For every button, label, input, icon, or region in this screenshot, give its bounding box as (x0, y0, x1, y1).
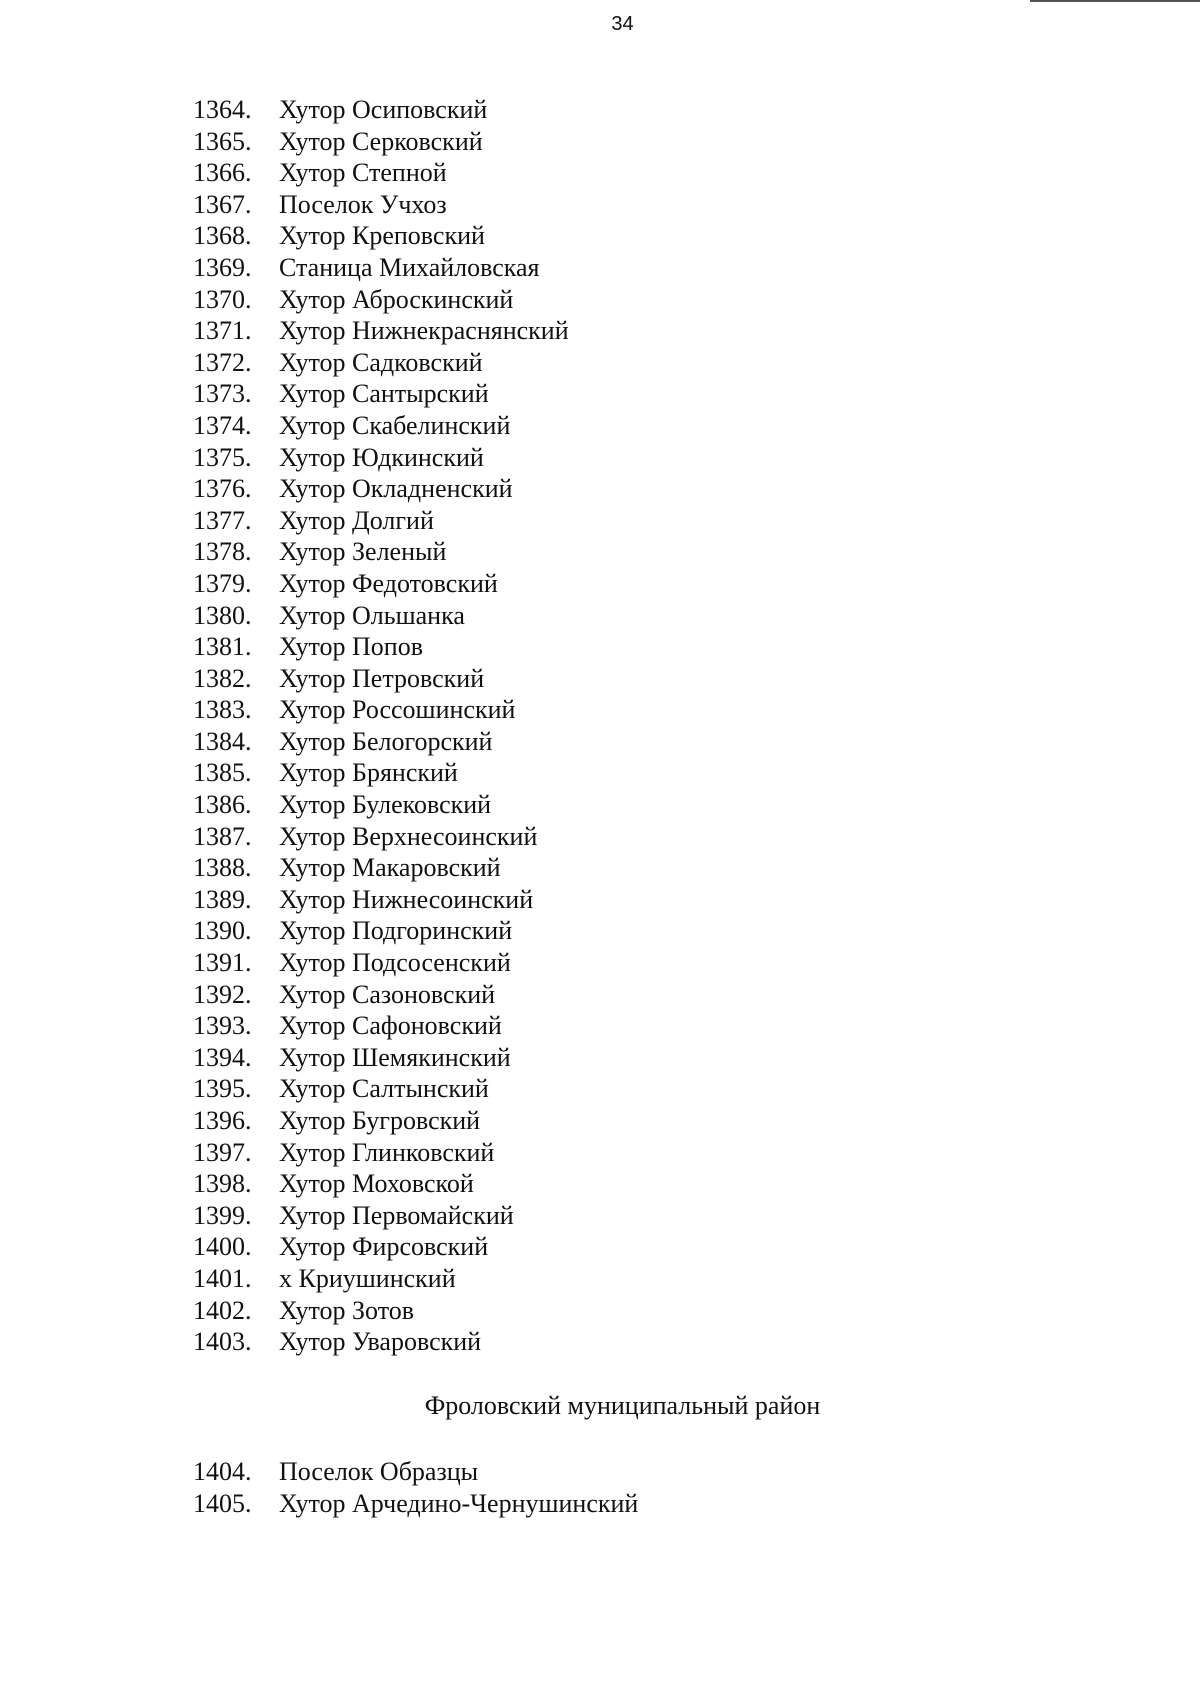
list-item (193, 315, 569, 347)
list-item (193, 1042, 569, 1074)
item-number: 1364. (193, 95, 252, 124)
settlement-name: Хутор Петровский (279, 663, 485, 693)
item-number: 1393. (193, 1011, 252, 1041)
item-number: 1405. (193, 1488, 252, 1518)
list-item (193, 220, 569, 252)
item-number: 1372. (193, 347, 252, 377)
list-item (193, 568, 569, 600)
list-item (193, 979, 569, 1011)
item-number: 1394. (193, 1042, 252, 1072)
settlement-name: Хутор Моховской (279, 1169, 474, 1199)
settlement-name: Хутор Салтынский (279, 1074, 489, 1104)
settlement-name: Хутор Нижнесоинский (279, 884, 534, 914)
list-item (193, 789, 569, 821)
settlement-name: Хутор Нижнекраснянский (279, 316, 569, 346)
item-number: 1370. (193, 284, 252, 314)
item-number: 1376. (193, 474, 252, 504)
list-item (193, 1105, 569, 1137)
item-number: 1369. (193, 252, 252, 282)
item-number: 1366. (193, 158, 252, 188)
settlement-name: Хутор Скабелинский (279, 410, 511, 440)
list-item (193, 726, 569, 758)
settlement-name: Хутор Шемякинский (279, 1042, 511, 1072)
settlement-name: Хутор Булековский (279, 790, 492, 820)
item-number: 1403. (193, 1327, 252, 1357)
list-item (193, 821, 569, 853)
item-number: 1384. (193, 726, 252, 756)
item-number: 1404. (193, 1457, 252, 1486)
settlement-name: Хутор Креповский (279, 221, 485, 251)
item-number: 1385. (193, 758, 252, 788)
item-number: 1371. (193, 316, 252, 346)
settlement-name: Поселок Учхоз (279, 189, 447, 219)
item-number: 1365. (193, 126, 252, 156)
settlement-name: Хутор Подсосенский (279, 948, 511, 978)
item-number: 1379. (193, 568, 252, 598)
item-number: 1389. (193, 884, 252, 914)
settlement-name: Хутор Россошинский (279, 695, 516, 725)
settlement-name: Хутор Осиповский (279, 95, 488, 124)
settlement-name: Хутор Верхнесоинский (279, 821, 538, 851)
item-number: 1397. (193, 1137, 252, 1167)
item-number: 1390. (193, 916, 252, 946)
settlement-name: Хутор Первомайский (279, 1200, 514, 1230)
list-item (193, 410, 569, 442)
list-item (193, 442, 569, 474)
item-number: 1383. (193, 695, 252, 725)
settlement-name: Хутор Уваровский (279, 1327, 482, 1357)
settlement-name: Хутор Зотов (279, 1295, 414, 1325)
settlement-name: Хутор Долгий (279, 505, 434, 535)
item-number: 1402. (193, 1295, 252, 1325)
list-item (193, 1456, 638, 1488)
list-item (193, 1168, 569, 1200)
settlement-name: Хутор Степной (279, 158, 447, 188)
list-item (193, 94, 569, 126)
list-item (193, 852, 569, 884)
item-number: 1386. (193, 790, 252, 820)
list-item (193, 252, 569, 284)
item-number: 1378. (193, 537, 252, 567)
page-number: 34 (611, 13, 634, 35)
list-item (193, 1200, 569, 1232)
item-number: 1374. (193, 410, 252, 440)
item-number: 1388. (193, 853, 252, 883)
list-item (193, 189, 569, 221)
settlement-name: Хутор Сафоновский (279, 1011, 502, 1041)
item-number: 1399. (193, 1200, 252, 1230)
list-item (193, 1263, 569, 1295)
settlement-name: Хутор Глинковский (279, 1137, 495, 1167)
list-item (193, 663, 569, 695)
list-item (193, 1488, 638, 1520)
settlement-name: Хутор Попов (279, 632, 423, 662)
item-number: 1396. (193, 1106, 252, 1135)
list-item (193, 915, 569, 947)
item-number: 1382. (193, 663, 252, 693)
settlement-name: Хутор Арчедино-Чернушинский (279, 1488, 639, 1518)
settlement-name: Хутор Окладненский (279, 474, 513, 504)
settlement-name: Хутор Бугровский (279, 1106, 481, 1135)
list-item (193, 1073, 569, 1105)
list-item (193, 1295, 569, 1327)
list-item (193, 1010, 569, 1042)
settlement-name: Хутор Сантырский (279, 379, 489, 409)
list-item (193, 536, 569, 568)
item-number: 1401. (193, 1263, 252, 1293)
settlement-name: Хутор Серковский (279, 126, 483, 156)
settlement-name: Хутор Федотовский (279, 568, 498, 598)
list-item (193, 505, 569, 537)
settlement-name: Хутор Фирсовский (279, 1232, 489, 1262)
top-edge-line (1030, 0, 1200, 2)
list-item (193, 757, 569, 789)
item-number: 1377. (193, 505, 252, 535)
list-item (193, 947, 569, 979)
item-number: 1400. (193, 1232, 252, 1262)
settlement-name: Хутор Юдкинский (279, 442, 484, 472)
list-item (193, 378, 569, 410)
item-number: 1387. (193, 821, 252, 851)
item-number: 1368. (193, 221, 252, 251)
list-item (193, 1137, 569, 1169)
item-number: 1392. (193, 979, 252, 1009)
settlement-name: Хутор Сазоновский (279, 979, 496, 1009)
item-number: 1398. (193, 1169, 252, 1199)
section-heading: Фроловский муниципальный район (424, 1391, 821, 1420)
item-number: 1391. (193, 948, 252, 978)
settlement-name: Хутор Белогорский (279, 726, 493, 756)
settlement-list (193, 94, 569, 1358)
settlement-name: Хутор Ольшанка (279, 600, 465, 630)
list-item (193, 1326, 569, 1358)
item-number: 1395. (193, 1074, 252, 1104)
settlement-name: Поселок Образцы (279, 1457, 479, 1486)
settlement-name: Хутор Подгоринский (279, 916, 513, 946)
section-settlement-list (193, 1456, 638, 1519)
list-item (193, 600, 569, 632)
list-item (193, 694, 569, 726)
list-item (193, 1231, 569, 1263)
item-number: 1380. (193, 600, 252, 630)
item-number: 1367. (193, 189, 252, 219)
list-item (193, 157, 569, 189)
list-item (193, 126, 569, 158)
list-item (193, 284, 569, 316)
item-number: 1375. (193, 442, 252, 472)
item-number: 1373. (193, 379, 252, 409)
settlement-name: Хутор Макаровский (279, 853, 501, 883)
settlement-name: Хутор Садковский (279, 347, 483, 377)
list-item (193, 631, 569, 663)
list-item (193, 473, 569, 505)
item-number: 1381. (193, 632, 252, 662)
settlement-name: Хутор Брянский (279, 758, 458, 788)
settlement-name: Хутор Аброскинский (279, 284, 514, 314)
list-item (193, 347, 569, 379)
settlement-name: х Криушинский (279, 1263, 456, 1293)
list-item (193, 884, 569, 916)
settlement-name: Станица Михайловская (279, 252, 540, 282)
settlement-name: Хутор Зеленый (279, 537, 447, 567)
